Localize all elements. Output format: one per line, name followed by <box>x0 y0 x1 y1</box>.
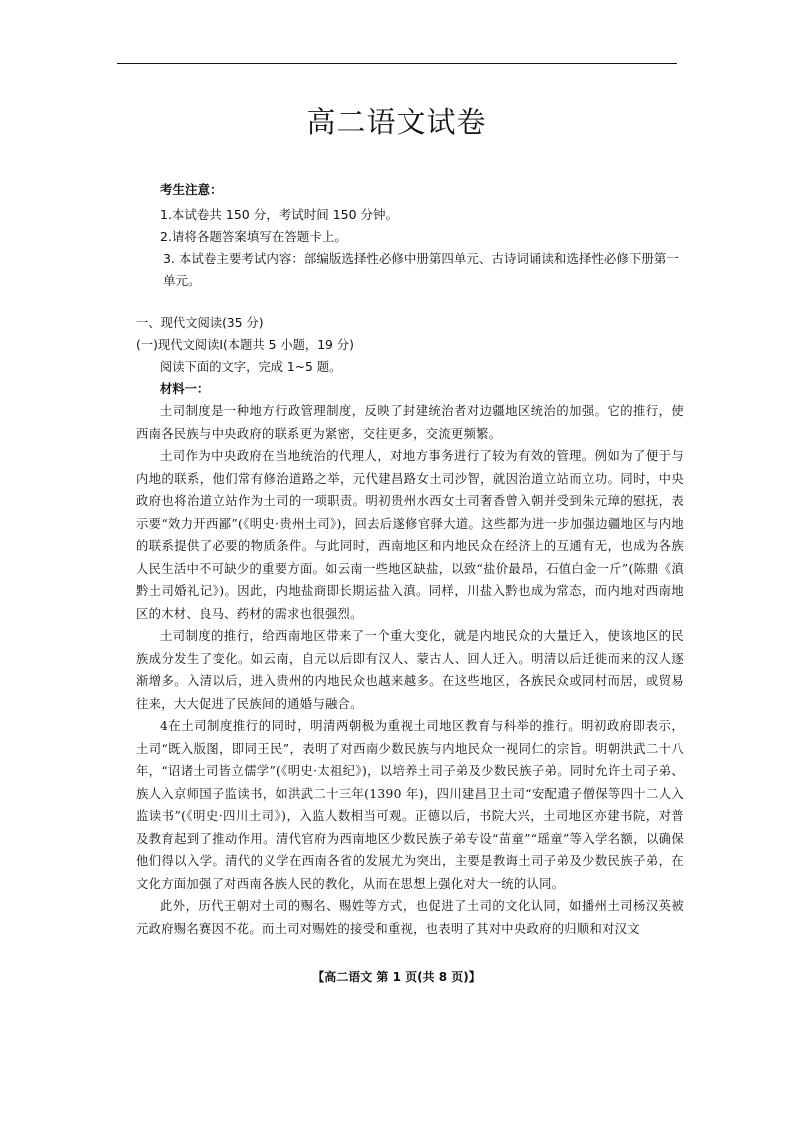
notice-item-2: 2.请将各题答案填写在答题卡上。 <box>160 229 347 244</box>
material-label: 材料一： <box>160 382 210 396</box>
page-title: 高二语文试卷 <box>306 105 487 139</box>
notice-item-3: 3. 本试卷主要考试内容：部编版选择性必修中册第四单元、古诗词诵读和选择性必修下册第一单元。 <box>163 251 679 288</box>
page-footer: 【高二语文 第 1 页(共 8 页)】 <box>312 970 481 984</box>
paragraph: 土司制度是一种地方行政管理制度，反映了封建统治者对边疆地区统治的加强。它的推行，使西南各民族与中央政府的联系更为紧密，交往更多，交流更频繁。 <box>136 404 684 441</box>
section-subheading: (一)现代文阅读Ⅰ(本题共 5 小题，19 分) <box>136 338 354 352</box>
notice-header: 考生注意： <box>160 182 223 197</box>
paragraph: 土司制度的推行，给西南地区带来了一个重大变化，就是内地民众的大量迁入，使该地区的民族成分发生了变化。如云南，自元以后即有汉人、蒙古人、回人迁入。明清以后迁徙而来的汉人逐渐增多。入清以后，进入贵州的内地民众也越来越多。在这些地区，各族民众或同村而居，或贸易往来，大大促进了民族间的通婚与融合。 <box>136 629 684 711</box>
section-heading: 一、现代文阅读(35 分) <box>136 316 264 330</box>
reading-instruction: 阅读下面的文字，完成 1~5 题。 <box>160 360 342 374</box>
paragraph: 4在土司制度推行的同时，明清两朝极为重视土司地区教育与科举的推行。明初政府即表示，土司“既入版图，即同王民”，表明了对西南少数民族与内地民众一视同仁的宗旨。明朝洪武二十八年，“诏诸土司皆立儒学”(《明史·太祖纪》)，以培养土司子弟及少数民族子弟。同时允许土司子弟、族人入京师国子监读书，如洪武二十三年(1390 年)，四川建昌卫土司“安配遣子僧保等四十二人入监读书”(《明史·四川土司》)，入监人数相当可观。正德以后，书院大兴，土司地区亦建书院，对普及教育起到了推动作用。清代官府为西南地区少数民族子弟专设“苗童”“瑶童”等入学名额，以确保他们得以入学。清代的义学在西南各省的发展尤为突出，主要是教诲土司子弟及少数民族子弟，在文化方面加强了对西南各族人民的教化，从而在思想上强化对大一统的认同。 <box>136 719 684 891</box>
header-rule <box>117 63 677 64</box>
notice-item-1: 1.本试卷共 150 分，考试时间 150 分钟。 <box>160 207 399 222</box>
paragraph: 土司作为中央政府在当地统治的代理人，对地方事务进行了较为有效的管理。例如为了便于与内地的联系，他们常有修治道路之举，元代建昌路女土司沙智，就因治道立站而立功。同时，中央政府也将治道立站作为土司的一项职责。明初贵州水西女土司奢香曾入朝并受到朱元璋的慰抚，表示要“效力开西鄙”(《明史·贵州土司》)，回去后遂修官驿大道。这些都为进一步加强边疆地区与内地的联系提供了必要的物质条件。与此同时，西南地区和内地民众在经济上的互通有无，也成为各族人民生活中不可缺少的重要方面。如云南一些地区缺盐，以致“盐价最昂，石值白金一斤”(陈鼎《滇黔土司婚礼记》)。因此，内地盐商即长期运盐入滇。同样，川盐入黔也成为常态，而内地对西南地区的木材、良马、药材的需求也很强烈。 <box>136 449 684 621</box>
exam-notice <box>160 180 680 292</box>
paragraph: 此外，历代王朝对土司的赐名、赐姓等方式，也促进了土司的文化认同，如播州土司杨汉英被元政府赐名赛因不花。而土司对赐姓的接受和重视，也表明了其对中央政府的归顺和对汉文 <box>136 899 684 936</box>
reading-section <box>136 312 684 940</box>
